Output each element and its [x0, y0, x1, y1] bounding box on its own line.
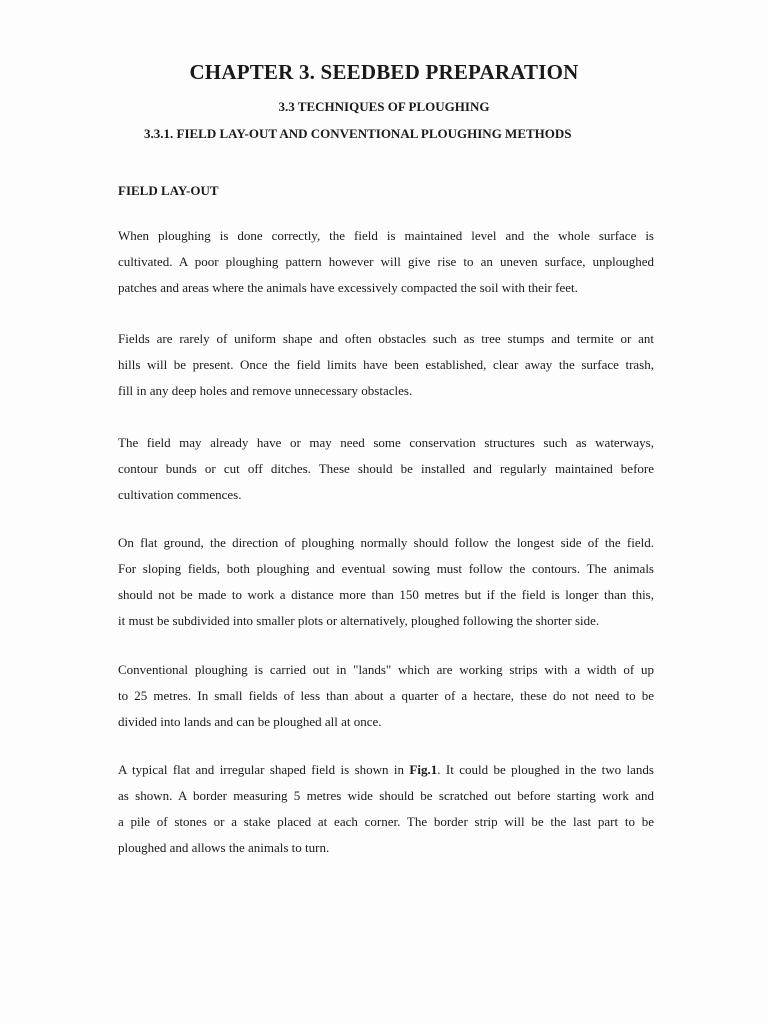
- paragraph-6: [118, 757, 654, 861]
- paragraph-line: For sloping fields, both ploughing and eventual sowing must follow the contours. The animals: [118, 561, 654, 576]
- paragraph-4: [118, 530, 654, 634]
- section-title: 3.3 TECHNIQUES OF PLOUGHING: [278, 99, 490, 114]
- paragraph-line: Conventional ploughing is carried out in "lands" which are working strips with a width of up: [118, 662, 654, 677]
- paragraph-1: [118, 223, 654, 301]
- paragraph-line: The field may already have or may need some conservation structures such as waterways,: [118, 435, 654, 450]
- paragraph-5: [118, 657, 654, 735]
- paragraph-line: [118, 757, 654, 783]
- paragraph-2: [118, 326, 654, 404]
- paragraph-line: should not be made to work a distance more than 150 metres but if the field is longer than this,: [118, 587, 654, 602]
- paragraph-line: When ploughing is done correctly, the field is maintained level and the whole surface is: [118, 228, 654, 243]
- paragraph-text: A typical flat and irregular shaped field is shown in: [118, 762, 410, 777]
- paragraph-3: [118, 430, 654, 508]
- paragraph-line: divided into lands and can be ploughed all at once.: [118, 714, 382, 729]
- paragraph-line: it must be subdivided into smaller plots or alternatively, ploughed following the shorter side.: [118, 613, 600, 628]
- paragraph-text: . It could be ploughed in the two lands: [437, 762, 654, 777]
- paragraph-line: as shown. A border measuring 5 metres wide should be scratched out before starting work and: [118, 788, 654, 803]
- paragraph-line: hills will be present. Once the field limits have been established, clear away the surface trash,: [118, 357, 654, 372]
- subsection-title: 3.3.1. FIELD LAY-OUT AND CONVENTIONAL PLOUGHING METHODS: [144, 126, 572, 141]
- paragraph-line: cultivation commences.: [118, 487, 242, 502]
- paragraph-line: patches and areas where the animals have excessively compacted the soil with their feet.: [118, 280, 578, 295]
- paragraph-line: fill in any deep holes and remove unnecessary obstacles.: [118, 383, 413, 398]
- paragraph-line: contour bunds or cut off ditches. These should be installed and regularly maintained before: [118, 461, 654, 476]
- section-heading: FIELD LAY-OUT: [118, 183, 219, 198]
- paragraph-line: ploughed and allows the animals to turn.: [118, 840, 330, 855]
- figure-reference: Fig.1: [409, 762, 438, 777]
- paragraph-line: to 25 metres. In small fields of less than about a quarter of a hectare, these do not need to be: [118, 688, 654, 703]
- chapter-title: CHAPTER 3. SEEDBED PREPARATION: [189, 60, 579, 84]
- paragraph-line: a pile of stones or a stake placed at each corner. The border strip will be the last part to be: [118, 814, 654, 829]
- paragraph-line: cultivated. A poor ploughing pattern however will give rise to an uneven surface, unploughed: [118, 254, 654, 269]
- paragraph-line: Fields are rarely of uniform shape and often obstacles such as tree stumps and termite or ant: [118, 331, 654, 346]
- paragraph-line: On flat ground, the direction of ploughing normally should follow the longest side of the field.: [118, 535, 654, 550]
